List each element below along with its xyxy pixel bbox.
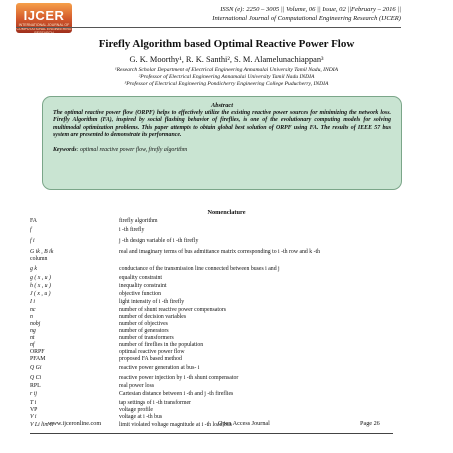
nomenclature-definition: reactive power generation at bus- i — [119, 365, 200, 371]
nomenclature-definition: proposed FA based method — [119, 356, 182, 362]
affiliation-2: ²Professor of Electrical Engineering Annamalai University Tamil Nadu INDIA — [138, 74, 315, 80]
nomenclature-symbol: V i — [30, 414, 37, 420]
journal-header — [212, 5, 401, 23]
logo-subtext: INTERNATIONAL JOURNAL OF COMPUTATIONAL ENGINEERING RESEARCH — [16, 23, 72, 33]
footer-site-link[interactable]: www.ijceronline.com — [48, 420, 102, 427]
issn-line: ISSN (e): 2250 – 3005 || Volume, 06 || Issue, 02 ||February – 2016 || — [220, 6, 401, 13]
nomenclature-symbol: Q Gi — [30, 365, 42, 371]
paper-title: Firefly Algorithm based Optimal Reactive Power Flow — [98, 38, 355, 50]
nomenclature-definition: firefly algorithm — [119, 218, 158, 224]
abstract-heading: Abstract — [210, 102, 233, 109]
nomenclature-definition: tap settings of i -th transformer — [119, 400, 191, 406]
affiliation-3: ³Professor of Electrical Engineering Pondicherry Engineering College Puducherry, INDIA — [124, 81, 329, 87]
nomenclature-symbol: n — [30, 314, 33, 320]
journal-logo — [16, 3, 72, 33]
nomenclature-definition: j -th design variable of i -th firefly — [119, 238, 199, 244]
footer-rule — [30, 433, 393, 434]
nomenclature-definition: number of shunt reactive power compensators — [119, 307, 227, 313]
abstract-keywords — [53, 147, 391, 153]
nomenclature-definition: real power loss — [119, 383, 155, 389]
keywords-label: Keywords — [53, 146, 77, 153]
nomenclature-definition: number of fireflies in the population — [119, 342, 204, 348]
nomenclature-definition: reactive power injection by i -th shunt compensator — [119, 375, 239, 381]
footer-access: Open Access Journal — [218, 420, 270, 427]
nomenclature-symbol: f i — [30, 238, 35, 244]
nomenclature-definition: real and imaginary terms of bus admittance matrix corresponding to i -th row and k -th — [119, 249, 321, 255]
nomenclature-definition: objective function — [119, 291, 162, 297]
nomenclature-symbol: V Li lim it — [30, 422, 54, 428]
nomenclature-symbol: T i — [30, 400, 37, 406]
nomenclature-symbol: r ij — [30, 391, 37, 397]
nomenclature-symbol: ng — [30, 328, 36, 334]
logo-text: IJCER — [23, 8, 65, 23]
nomenclature-definition: number of generators — [119, 328, 169, 334]
nomenclature-definition: limit violated voltage magnitude at i -th load bus — [119, 422, 233, 428]
nomenclature-symbol: nc — [30, 307, 36, 313]
nomenclature-definition: voltage at i -th bus — [119, 414, 163, 420]
abstract-body: The optimal reactive power flow (ORPF) helps to effectively utilize the existing reactive power sources for minimizing the network loss. Firefly Algorithm (FA), inspired by social flashing behavior of fireflies, is one of the evolutionary computing models for solving multimodal optimization problems. This paper attempts to obtain global best solution of ORPF using FA. The results of IEEE 57 bus system are presented to demonstrate its performance. — [53, 110, 391, 139]
nomenclature-definition: equality constraint — [119, 275, 162, 281]
nomenclature-heading: Nomenclature — [207, 209, 246, 216]
nomenclature-symbol: nobj — [30, 321, 41, 327]
nomenclature-symbol: h ( x , u ) — [30, 283, 51, 289]
affiliation-1: ¹Research Scholar Department of Electrical Engineering Annamalai University Tamil Nadu, INDIA — [114, 67, 339, 73]
nomenclature-symbol: RPL — [30, 383, 41, 389]
nomenclature-definition: number of transformers — [119, 335, 174, 341]
header-rule — [16, 27, 401, 28]
nomenclature-definition: optimal reactive power flow — [119, 349, 185, 355]
nomenclature-symbol: J ( x , u ) — [30, 291, 51, 297]
nomenclature-symbol: g k — [30, 266, 37, 272]
nomenclature-symbol: I i — [30, 299, 35, 305]
nomenclature-definition: light intensity of i -th firefly — [119, 299, 185, 305]
nomenclature-definition: voltage profile — [119, 407, 153, 413]
nomenclature-symbol: FA — [30, 218, 37, 224]
nomenclature-symbol: G ik , B ik — [30, 249, 54, 255]
journal-name: International Journal of Computational Engineering Research (IJCER) — [212, 15, 401, 22]
keywords-text: : optimal reactive power flow, firefly algorithm — [76, 146, 188, 153]
paper-authors: G. K. Moorthy¹, R. K. Santhi², S. M. Alamelunachiappan³ — [129, 55, 324, 64]
nomenclature-symbol: PFAM — [30, 356, 46, 362]
abstract-box — [42, 96, 402, 190]
nomenclature-definition: Cartesian distance between i -th and j -th fireflies — [119, 391, 234, 397]
nomenclature-definition: number of objectives — [119, 321, 168, 327]
nomenclature-symbol: f — [30, 227, 32, 233]
nomenclature-symbol: ORPF — [30, 349, 45, 355]
nomenclature-symbol: Q Ci — [30, 375, 42, 381]
nomenclature-definition: column — [30, 256, 48, 262]
nomenclature-symbol: nf — [30, 342, 35, 348]
nomenclature-definition: inequality constraint — [119, 283, 167, 289]
nomenclature-definition: number of decision variables — [119, 314, 187, 320]
footer-page-number: Page 26 — [360, 420, 380, 427]
nomenclature-symbol: g ( x , u ) — [30, 275, 51, 281]
nomenclature-symbol: VP — [30, 407, 38, 413]
nomenclature-definition: i -th firefly — [119, 227, 145, 233]
nomenclature-definition: conductance of the transmission line connected between buses i and j — [119, 266, 280, 272]
nomenclature-symbol: nt — [30, 335, 35, 341]
